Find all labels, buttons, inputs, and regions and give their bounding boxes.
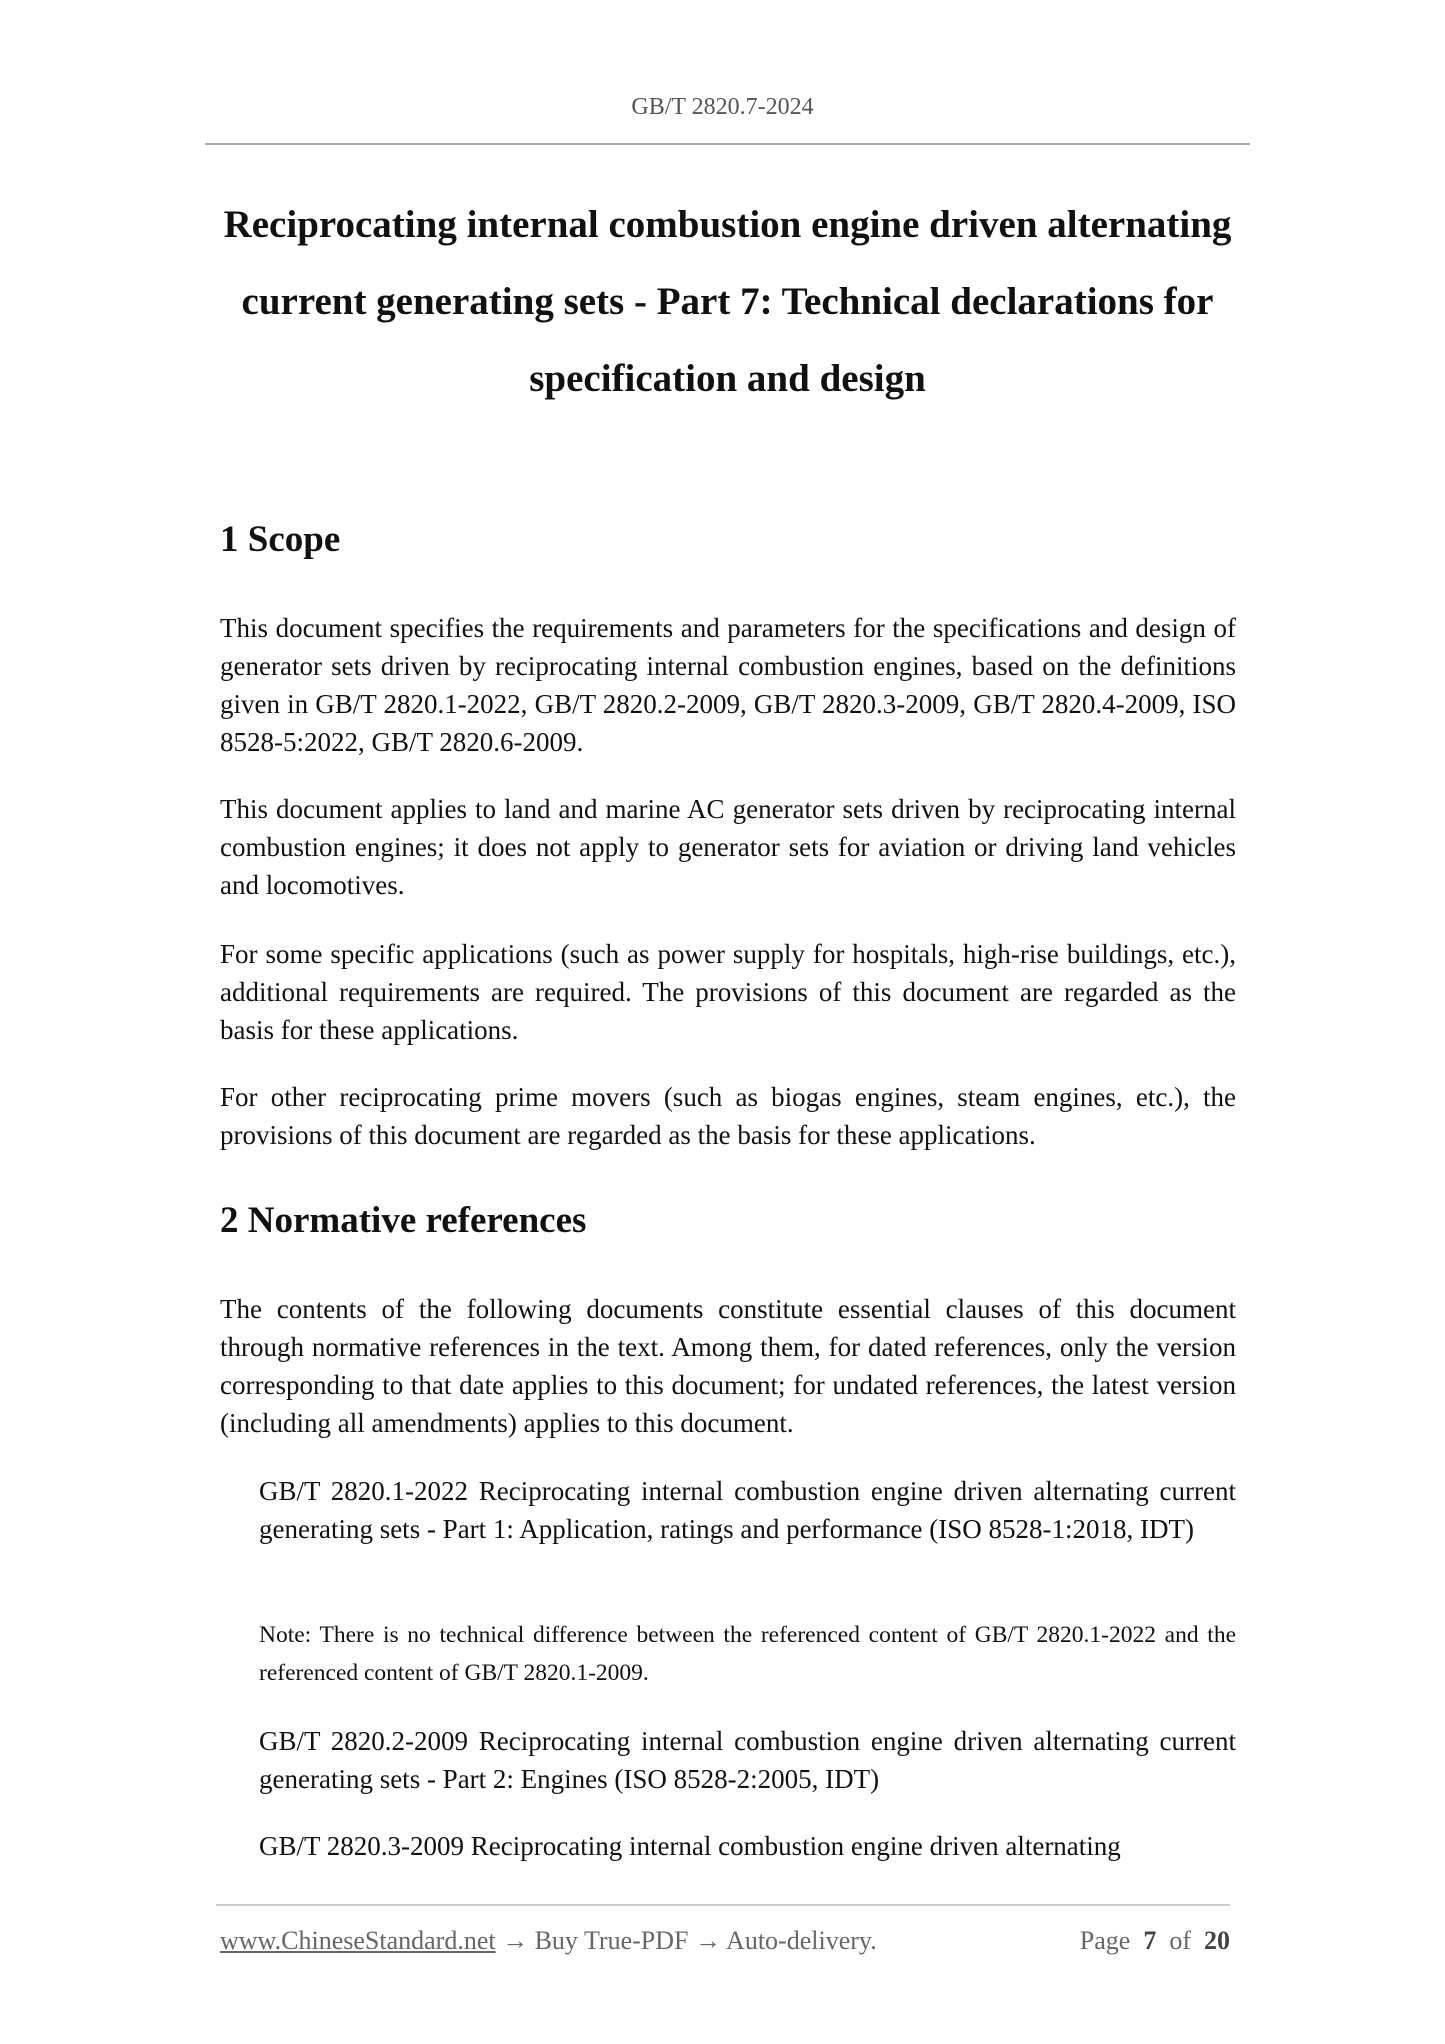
footer <box>220 1926 1230 1956</box>
title-line: specification and design <box>529 357 926 400</box>
scope-paragraph: For other reciprocating prime movers (such as biogas engines, steam engines, etc.), the provisions of this document are regarded as the basis for these applications. <box>220 1082 1236 1150</box>
reference-item: GB/T 2820.1-2022 Reciprocating internal combustion engine driven alternating current generating sets - Part 1: Application, ratings and performance (ISO 8528-1:2018, IDT) <box>259 1476 1236 1544</box>
current-page: 7 <box>1143 1926 1157 1955</box>
scope-paragraph: For some specific applications (such as power supply for hospitals, high-rise buildings, etc.), additional requirements are required. The provisions of this document are regarded as the basis for these applications. <box>220 939 1236 1045</box>
website-link[interactable]: www.ChineseStandard.net <box>220 1926 496 1955</box>
running-header: GB/T 2820.7-2024 <box>631 94 814 120</box>
document-title <box>205 186 1250 417</box>
reference-item: GB/T 2820.2-2009 Reciprocating internal combustion engine driven alternating current generating sets - Part 2: Engines (ISO 8528-2:2005, IDT) <box>259 1726 1236 1794</box>
footer-divider <box>216 1904 1230 1906</box>
scope-paragraph: This document applies to land and marine AC generator sets driven by reciprocating internal combustion engines; it does not apply to generator sets for aviation or driving land vehicles and locomotives. <box>220 794 1236 900</box>
footer-promo <box>220 1926 877 1956</box>
header-divider <box>205 143 1250 145</box>
section-heading-scope: 1 Scope <box>220 519 341 560</box>
title-line: Reciprocating internal combustion engine driven alternating <box>223 203 1232 246</box>
scope-paragraph: This document specifies the requirements and parameters for the specifications and design of generator sets driven by reciprocating internal combustion engines, based on the definitions given in GB/T 2820.1-2022, GB/T 2820.2-2009, GB/T 2820.3-2009, GB/T 2820.4-2009, ISO 8528-5:2022, GB/T 2820.6-2009. <box>220 613 1236 757</box>
title-line: current generating sets - Part 7: Technical declarations for <box>241 280 1214 323</box>
reference-note: Note: There is no technical difference between the referenced content of GB/T 2820.1-2022 and the referenced content of GB/T 2820.1-2009. <box>259 1622 1236 1686</box>
footer-tagline: → Buy True-PDF → Auto-delivery. <box>495 1926 877 1955</box>
page-indicator: Page 7 of 20 <box>1079 1926 1230 1955</box>
section-heading-normative-references: 2 Normative references <box>220 1200 587 1241</box>
normative-intro: The contents of the following documents constitute essential clauses of this document through normative references in the text. Among them, for dated references, only the version corresponding to that date applies to this document; for undated references, the latest version (including all amendments) applies to this document. <box>220 1294 1236 1438</box>
reference-item: GB/T 2820.3-2009 Reciprocating internal combustion engine driven alternating <box>259 1831 1121 1861</box>
total-pages: 20 <box>1204 1926 1230 1955</box>
